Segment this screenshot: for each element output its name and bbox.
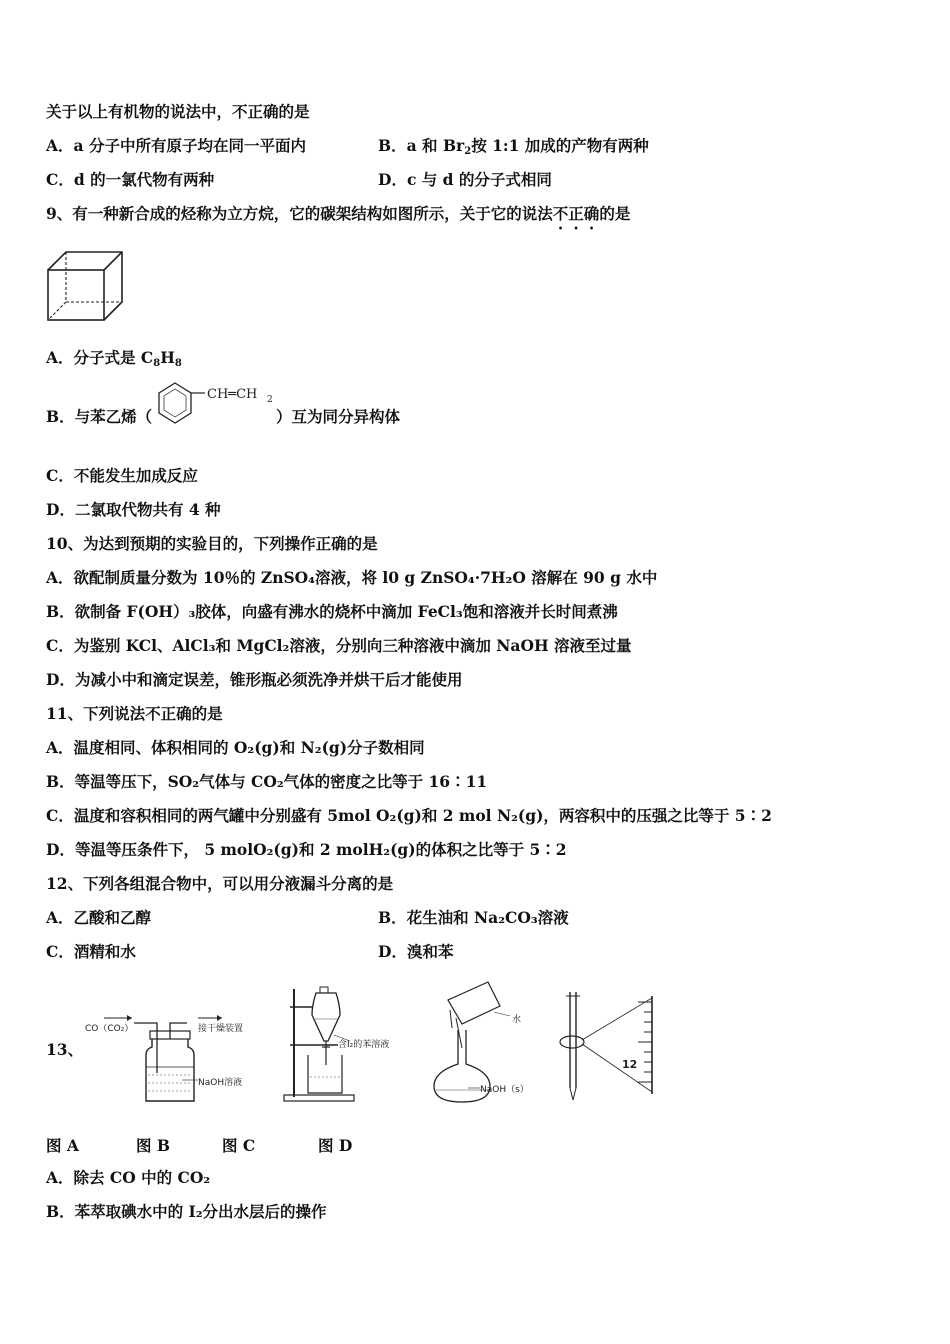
svg-text:2: 2 <box>267 395 273 405</box>
figure-a-gas-washing-bottle <box>82 1005 272 1110</box>
option-12b: B．花生油和 Na₂CO₃溶液 <box>378 908 569 927</box>
emphasis-text: 不正确 <box>552 204 600 223</box>
svg-text:接干燥装置: 接干燥装置 <box>198 1024 244 1034</box>
figure-label-a: 图 A <box>46 1136 79 1155</box>
option-10c: C．为鉴别 KCl、AlCl₃和 MgCl₂溶液，分别向三种溶液中滴加 NaOH 溶液至过量 <box>46 636 632 655</box>
figure-d-burette-reading <box>550 988 662 1106</box>
option-11b: B．等温等压下，SO₂气体与 CO₂气体的密度之比等于 16∶11 <box>46 772 488 791</box>
svg-text:CH═CH: CH═CH <box>207 387 258 402</box>
option-11d: D．等温等压条件下， 5 molO₂(g)和 2 molH₂(g)的体积之比等于 5∶2 <box>46 840 567 859</box>
figure-b-separatory-funnel <box>282 985 422 1105</box>
option-8d: D．c 与 d 的分子式相同 <box>378 170 552 189</box>
styrene-structure <box>150 380 280 430</box>
svg-text:NaOH溶液: NaOH溶液 <box>198 1078 243 1088</box>
option-10d: D．为减小中和滴定误差，锥形瓶必须洗净并烘干后才能使用 <box>46 670 463 689</box>
question-stem-13: 13、 <box>46 1040 84 1059</box>
svg-text:12: 12 <box>622 1058 638 1071</box>
question-stem-10: 10、为达到预期的实验目的，下列操作正确的是 <box>46 534 378 553</box>
option-9b-prefix: B．与苯乙烯（ <box>46 407 153 426</box>
option-9d: D．二氯取代物共有 4 种 <box>46 500 221 519</box>
option-11a: A．温度相同、体积相同的 O₂(g)和 N₂(g)分子数相同 <box>46 738 425 757</box>
svg-text:水: 水 <box>512 1015 522 1025</box>
option-9c: C．不能发生加成反应 <box>46 466 198 485</box>
svg-text:NaOH（s）: NaOH（s） <box>480 1085 529 1095</box>
svg-text:CO（CO₂）: CO（CO₂） <box>85 1024 134 1034</box>
option-9b-suffix: ）互为同分异构体 <box>276 407 401 426</box>
question-stem-8: 关于以上有机物的说法中，不正确的是 <box>46 102 310 121</box>
figure-label-d: 图 D <box>318 1136 353 1155</box>
question-stem-11: 11、下列说法不正确的是 <box>46 704 223 723</box>
option-9a: A．分子式是 $C_8H_8$ <box>46 348 182 369</box>
question-stem-12: 12、下列各组混合物中，可以用分液漏斗分离的是 <box>46 874 394 893</box>
option-10b: B．欲制备 F(OH）₃胶体，向盛有沸水的烧杯中滴加 FeCl₃饱和溶液并长时间煮沸 <box>46 602 618 621</box>
option-8c: C．d 的一氯代物有两种 <box>46 170 215 189</box>
figure-label-c: 图 C <box>222 1136 256 1155</box>
cubane-figure <box>46 250 126 324</box>
figure-c-volumetric-flask <box>428 978 538 1108</box>
question-stem-9: 9、有一种新合成的烃称为立方烷，它的碳架结构如图所示，关于它的说法不正确的是 <box>46 204 631 223</box>
option-8a: A．a 分子中所有原子均在同一平面内 <box>46 136 306 155</box>
option-10a: A．欲配制质量分数为 10％的 ZnSO₄溶液，将 l0 g ZnSO₄·7H₂O 溶解在 90 g 水中 <box>46 568 658 587</box>
option-11c: C．温度和容积相同的两气罐中分别盛有 5mol O₂(g)和 2 mol N₂(g)，两容积中的压强之比等于 5∶2 <box>46 806 772 825</box>
option-12d: D．溴和苯 <box>378 942 454 961</box>
option-13b: B．苯萃取碘水中的 I₂分出水层后的操作 <box>46 1202 327 1221</box>
svg-text:含I₂的苯溶液: 含I₂的苯溶液 <box>338 1040 390 1050</box>
option-12a: A．乙酸和乙醇 <box>46 908 152 927</box>
option-8b: B．a 和 $Br_2$按 1:1 加成的产物有两种 <box>378 136 649 157</box>
option-13a: A．除去 CO 中的 CO₂ <box>46 1168 211 1187</box>
figure-label-b: 图 B <box>136 1136 170 1155</box>
option-12c: C．酒精和水 <box>46 942 136 961</box>
